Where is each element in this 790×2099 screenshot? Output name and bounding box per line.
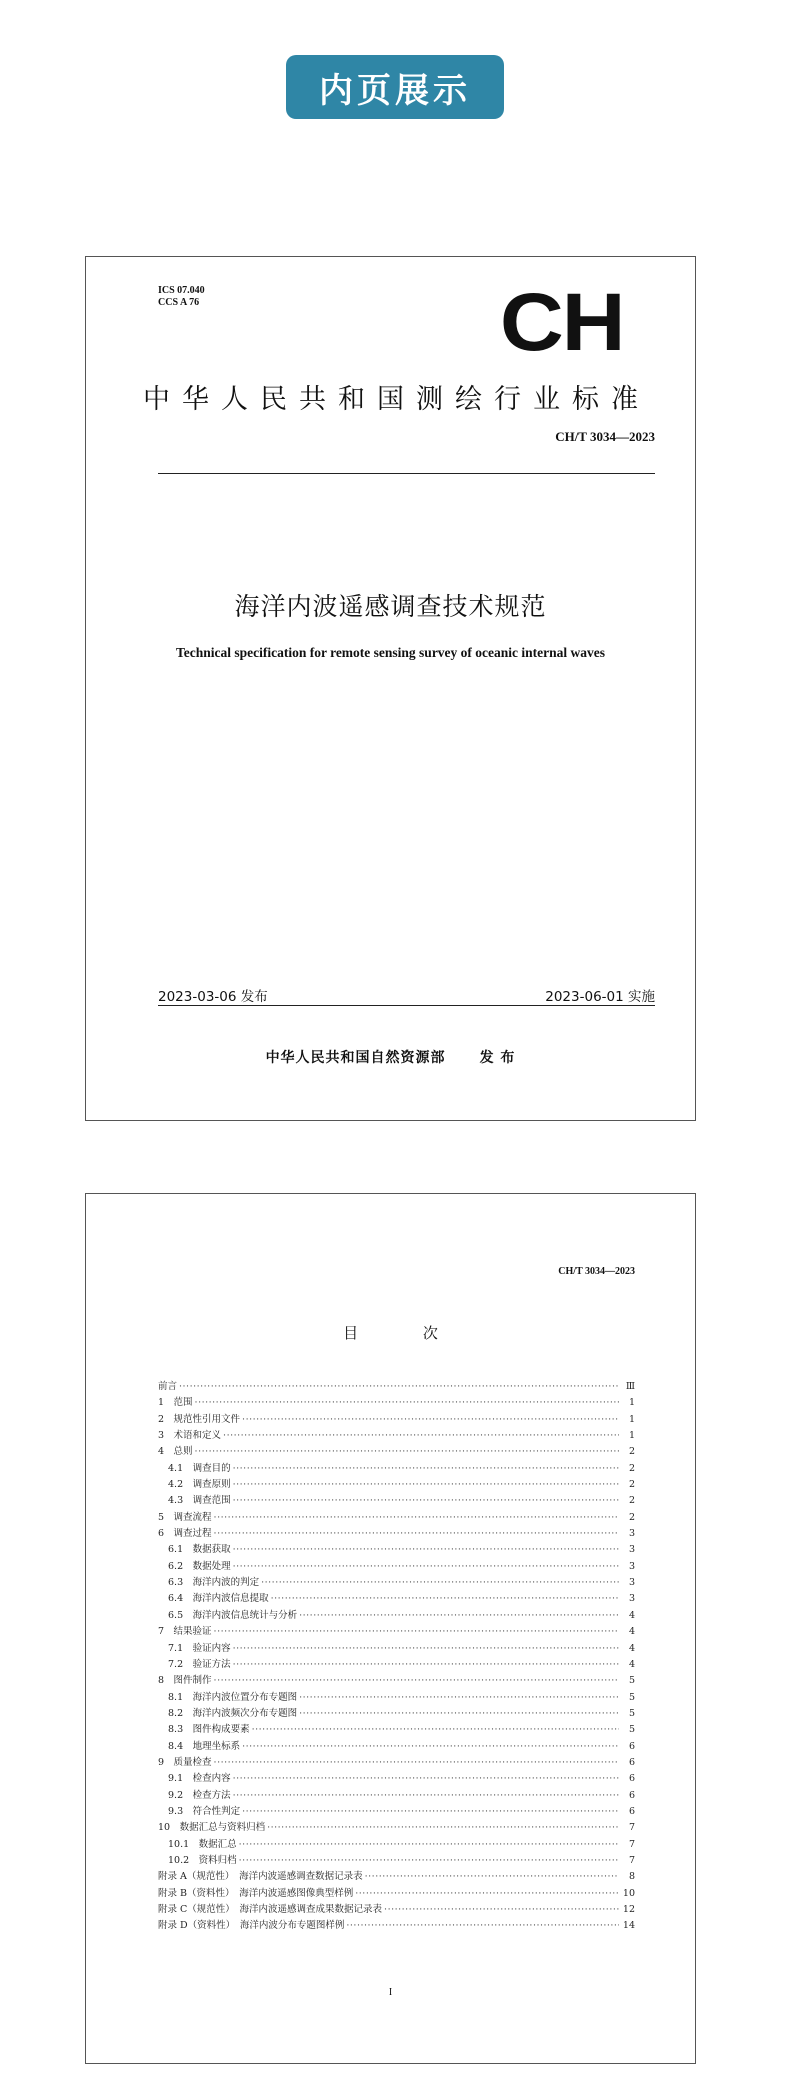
toc-entry[interactable]: [158, 1607, 635, 1623]
toc-entry-page: 12: [622, 1904, 635, 1915]
toc-entry-text: 9.3 符合性判定: [168, 1805, 241, 1817]
toc-leader-dots: [233, 1659, 619, 1670]
toc-leader-dots: [233, 1544, 619, 1555]
toc-entry[interactable]: [158, 1640, 635, 1656]
toc-entry-text: 8.3 图件构成要素: [168, 1724, 250, 1736]
toc-leader-dots: [233, 1495, 619, 1506]
toc-leader-dots: [179, 1381, 619, 1392]
toc-entry-text: 6 调查过程: [158, 1528, 212, 1540]
toc-entry-page: 5: [628, 1707, 635, 1719]
toc-leader-dots: [271, 1593, 619, 1604]
toc-entry-page: 5: [628, 1675, 635, 1687]
toc-entry-page: 2: [628, 1446, 635, 1458]
toc-leader-dots: [261, 1577, 619, 1588]
toc-entry-page: 5: [628, 1691, 635, 1703]
toc-entry-page: 4: [628, 1626, 635, 1638]
toc-entry[interactable]: [158, 1705, 635, 1721]
toc-entry-text: 10 数据汇总与资料归档: [158, 1822, 266, 1834]
toc-entry[interactable]: [158, 1656, 635, 1672]
toc-leader-dots: [214, 1675, 619, 1686]
document-title: 海洋内波遥感调查技术规范: [234, 592, 547, 621]
toc-entry[interactable]: [158, 1476, 635, 1492]
toc-entry-text: 附录 B（资料性） 海洋内波遥感图像典型样例: [158, 1887, 354, 1899]
publisher-name: 中华人民共和国自然资源部: [265, 1050, 446, 1066]
toc-entry-page: 1: [628, 1413, 635, 1425]
toc-entry[interactable]: [158, 1492, 635, 1508]
toc-entry-page: 3: [628, 1544, 635, 1556]
toc-leader-dots: [252, 1724, 619, 1735]
toc-entry[interactable]: [158, 1721, 635, 1737]
toc-entry[interactable]: [158, 1509, 635, 1525]
toc-entry-text: 6.3 海洋内波的判定: [168, 1577, 260, 1589]
publish-word: 发 布: [479, 1050, 516, 1066]
toc-entry[interactable]: [158, 1819, 635, 1835]
toc-leader-dots: [223, 1430, 619, 1441]
toc-leader-dots: [195, 1397, 619, 1408]
toc-leader-dots: [346, 1920, 619, 1931]
toc-entry-text: 10.2 资料归档: [168, 1854, 237, 1866]
toc-leader-dots: [233, 1561, 619, 1572]
toc-entry[interactable]: [158, 1574, 635, 1590]
toc-entry[interactable]: [158, 1917, 635, 1933]
toc-entry-text: 8.4 地理坐标系: [168, 1740, 241, 1752]
toc-entry[interactable]: [158, 1885, 635, 1901]
toc-entry[interactable]: [158, 1590, 635, 1606]
toc-entry-text: 前言: [158, 1381, 178, 1392]
toc-entry-text: 8 图件制作: [158, 1675, 212, 1687]
toc-entry-text: 7 结果验证: [158, 1626, 212, 1638]
top-rule: [158, 473, 655, 474]
standard-title: 中华人民共和国测绘行业标准: [143, 384, 650, 415]
toc-entry-page: 3: [628, 1593, 635, 1605]
toc-leader-dots: [233, 1479, 619, 1490]
toc-entry-text: 4.3 调查范围: [168, 1495, 231, 1507]
toc-entry-page: 6: [628, 1773, 635, 1785]
toc-entry-text: 3 术语和定义: [158, 1430, 222, 1442]
toc-leader-dots: [214, 1626, 619, 1637]
toc-entry[interactable]: [158, 1623, 635, 1639]
toc-entry-page: 4: [628, 1642, 635, 1654]
toc-entry[interactable]: [158, 1672, 635, 1688]
toc-entry-text: 1 范围: [158, 1397, 193, 1409]
toc-leader-dots: [233, 1773, 619, 1784]
ics-code: ICS 07.040: [158, 285, 205, 296]
toc-entry[interactable]: [158, 1868, 635, 1884]
toc-leader-dots: [384, 1904, 619, 1915]
document-title-english: Technical specification for remote sensing survey of oceanic internal waves: [175, 645, 606, 660]
toc-entry-page: 3: [628, 1528, 635, 1540]
toc-entry-text: 附录 D（资料性） 海洋内波分布专题图样例: [158, 1920, 345, 1932]
toc-page: [85, 1193, 696, 2064]
toc-entry-page: 10: [622, 1887, 635, 1899]
toc-leader-dots: [214, 1757, 619, 1768]
cover-page: [85, 256, 696, 1121]
bottom-rule: [158, 1005, 655, 1006]
toc-entry-page: 4: [628, 1658, 635, 1670]
toc-entry[interactable]: [158, 1411, 635, 1427]
toc-entry-text: 8.1 海洋内波位置分布专题图: [168, 1691, 298, 1703]
toc-entry-text: 9.2 检查方法: [168, 1789, 231, 1801]
toc-entry-text: 6.4 海洋内波信息提取: [168, 1593, 269, 1605]
toc-entry-page: 3: [628, 1560, 635, 1572]
toc-entry-text: 4.1 调查目的: [168, 1462, 231, 1474]
toc-entry[interactable]: [158, 1427, 635, 1443]
standard-code: CH/T 3034—2023: [555, 429, 655, 444]
ch-logo: CH: [499, 277, 623, 368]
toc-entry-page: 6: [628, 1805, 635, 1817]
effective-date: 2023-06-01 实施: [545, 989, 655, 1005]
toc-entry-text: 7.2 验证方法: [168, 1658, 231, 1670]
toc-entry[interactable]: [158, 1460, 635, 1476]
toc-entry-page: 5: [628, 1724, 635, 1736]
toc-entry-page: 7: [628, 1822, 635, 1834]
toc-entry[interactable]: [158, 1443, 635, 1459]
release-date: 2023-03-06 发布: [158, 989, 268, 1005]
toc-leader-dots: [239, 1839, 619, 1850]
toc-leader-dots: [195, 1446, 619, 1457]
toc-leader-dots: [214, 1528, 619, 1539]
toc-leader-dots: [299, 1692, 619, 1703]
toc-leader-dots: [242, 1741, 619, 1752]
toc-entry-text: 7.1 验证内容: [168, 1642, 231, 1654]
toc-entry-page: 6: [628, 1740, 635, 1752]
toc-entry-page: 2: [628, 1495, 635, 1507]
toc-entry-text: 6.2 数据处理: [168, 1560, 231, 1572]
toc-entry-text: 附录 A（规范性） 海洋内波遥感调查数据记录表: [158, 1871, 363, 1883]
toc-entry[interactable]: [158, 1394, 635, 1410]
publisher: [86, 1047, 695, 1067]
classification-codes: [158, 285, 205, 309]
toc-entry[interactable]: [158, 1803, 635, 1819]
toc-entry-page: Ⅲ: [625, 1381, 635, 1392]
toc-entry[interactable]: [158, 1689, 635, 1705]
toc-entry-text: 10.1 数据汇总: [168, 1838, 237, 1850]
toc-entry[interactable]: [158, 1770, 635, 1786]
toc-entry-page: 14: [622, 1920, 635, 1932]
toc-leader-dots: [299, 1610, 619, 1621]
toc-entry-page: 6: [628, 1789, 635, 1801]
toc-entry-text: 6.5 海洋内波信息统计与分析: [168, 1609, 298, 1621]
toc-standard-code: CH/T 3034—2023: [558, 1266, 635, 1277]
toc-entry[interactable]: [158, 1558, 635, 1574]
page-number: I: [388, 1987, 393, 1998]
toc-entry-text: 9.1 检查内容: [168, 1773, 231, 1785]
toc-entry-page: 3: [628, 1577, 635, 1589]
toc-leader-dots: [233, 1463, 619, 1474]
toc-entry[interactable]: [158, 1787, 635, 1803]
toc-entry-page: 2: [628, 1479, 635, 1491]
toc-entry-page: 2: [628, 1462, 635, 1474]
toc-title: 目 次: [343, 1324, 468, 1342]
toc-entry-text: 8.2 海洋内波频次分布专题图: [168, 1707, 298, 1719]
toc-entry[interactable]: [158, 1901, 635, 1917]
toc-leader-dots: [239, 1855, 619, 1866]
toc-leader-dots: [233, 1790, 619, 1801]
toc-entry-text: 4.2 调查原则: [168, 1479, 231, 1491]
toc-entry-page: 7: [628, 1838, 635, 1850]
toc-leader-dots: [299, 1708, 619, 1719]
toc-entry[interactable]: [158, 1852, 635, 1868]
toc-leader-dots: [233, 1643, 619, 1654]
toc-leader-dots: [214, 1512, 619, 1523]
toc-leader-dots: [267, 1822, 619, 1833]
toc-entry-page: 4: [628, 1609, 635, 1621]
ccs-code: CCS A 76: [158, 297, 200, 308]
toc-leader-dots: [242, 1414, 619, 1425]
toc-entry-text: 4 总则: [158, 1446, 193, 1458]
toc-list: [158, 1378, 635, 1934]
toc-entry-page: 1: [628, 1397, 635, 1409]
toc-entry[interactable]: [158, 1525, 635, 1541]
toc-entry-text: 6.1 数据获取: [168, 1544, 231, 1556]
toc-entry[interactable]: [158, 1378, 635, 1394]
toc-entry[interactable]: [158, 1541, 635, 1557]
toc-entry[interactable]: [158, 1738, 635, 1754]
toc-leader-dots: [242, 1806, 619, 1817]
section-banner: 内页展示: [286, 55, 504, 119]
toc-entry-page: 8: [628, 1871, 635, 1883]
toc-entry-text: 9 质量检查: [158, 1756, 212, 1768]
toc-entry-text: 2 规范性引用文件: [158, 1413, 241, 1425]
toc-entry-page: 7: [628, 1854, 635, 1866]
toc-leader-dots: [365, 1871, 619, 1882]
toc-leader-dots: [355, 1888, 619, 1899]
toc-entry-text: 5 调查流程: [158, 1511, 212, 1523]
toc-entry-page: 1: [628, 1430, 635, 1442]
toc-entry[interactable]: [158, 1836, 635, 1852]
toc-entry-page: 6: [628, 1756, 635, 1768]
toc-entry-text: 附录 C（规范性） 海洋内波遥感调查成果数据记录表: [158, 1904, 383, 1915]
toc-entry-page: 2: [628, 1511, 635, 1523]
toc-entry[interactable]: [158, 1754, 635, 1770]
